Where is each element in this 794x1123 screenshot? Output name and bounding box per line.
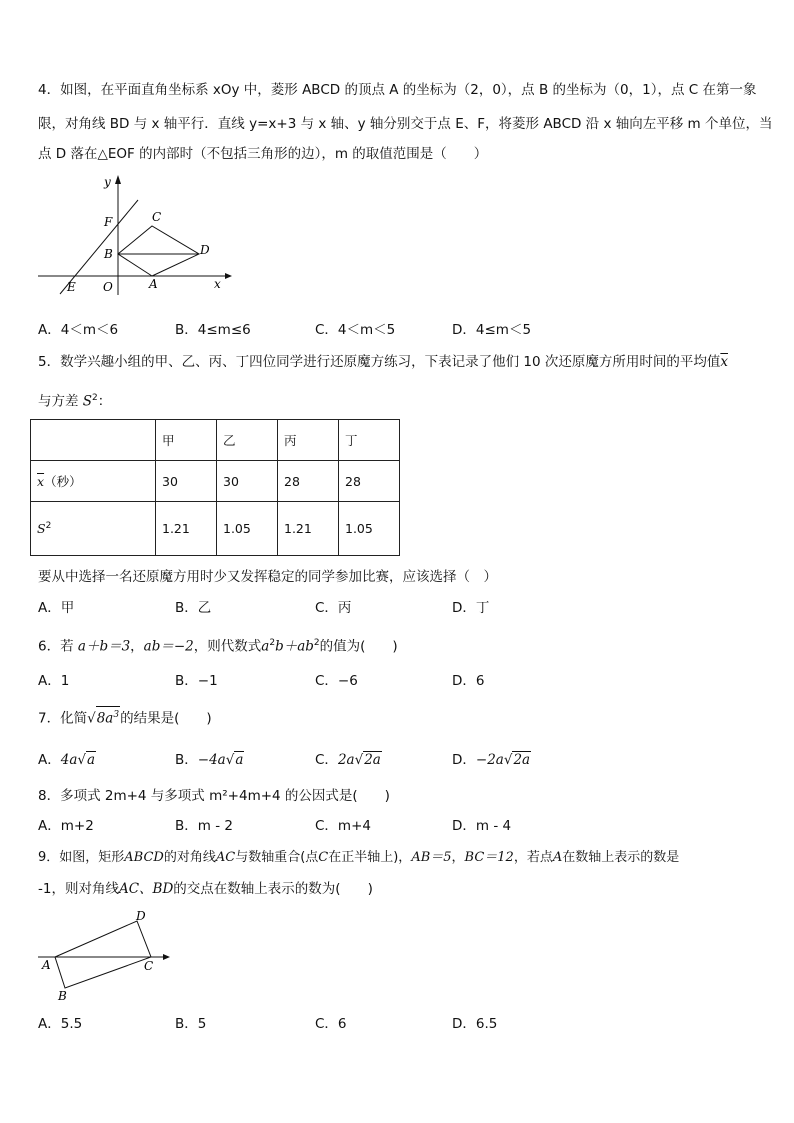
q6-expr3-a: a: [261, 638, 270, 655]
q9-a: A: [552, 850, 563, 865]
q7-suffix: 的结果是( ): [120, 710, 212, 727]
q7-option-d-coef: −2a: [475, 752, 504, 768]
q4-stem-line1: 4．如图，在平面直角坐标系 xOy 中，菱形 ABCD 的顶点 A 的坐标为（2，0），点 B 的坐标为（0，1），点 C 在第一象: [38, 82, 757, 98]
q7-option-a-rad: a: [87, 752, 96, 768]
label-a: A: [42, 958, 51, 972]
q9-bc-eq: BC＝12: [464, 850, 514, 865]
q7-option-c[interactable]: [315, 750, 382, 770]
q9-text-2b: 的交点在数轴上表示的数为( ): [173, 881, 373, 897]
q9-text-2a: -1，则对角线: [38, 881, 119, 897]
q5-stem-line1: [38, 352, 728, 372]
q4-stem-line2: 限，对角线 BD 与 x 轴平行．直线 y=x+3 与 x 轴、y 轴分别交于点 E、F，将菱形 ABCD 沿 x 轴向左平移 m 个单位，当: [38, 116, 773, 132]
variance-table: [30, 419, 400, 556]
radical-sign: √: [87, 710, 96, 727]
q9-option-b[interactable]: B．5: [175, 1016, 207, 1032]
mean-unit: （秒）: [44, 474, 82, 489]
label-f: F: [104, 215, 113, 229]
q4-stem-line3: 点 D 落在△EOF 的内部时（不包括三角形的边），m 的取值范围是（ ）: [38, 146, 488, 162]
q9-option-c[interactable]: C．6: [315, 1016, 347, 1032]
table-header-empty: [31, 420, 156, 461]
q7-option-d-label: D．: [452, 752, 476, 768]
q8-stem: 8．多项式 2m+4 与多项式 m²+4m+4 的公因式是( ): [38, 788, 390, 804]
q9-stem-line1: [38, 848, 679, 868]
label-d: D: [136, 909, 146, 923]
q9-text-1b: 的对角线: [163, 850, 216, 865]
q7-option-c-rad: 2a: [364, 752, 381, 768]
q5-option-c[interactable]: C．丙: [315, 600, 352, 616]
table-header-jia: 甲: [156, 420, 217, 461]
table-header-yi: 乙: [217, 420, 278, 461]
q6-option-b[interactable]: B．−1: [175, 673, 218, 689]
number-line-arrow: [163, 954, 170, 960]
q7-prefix: 7．化简: [38, 710, 88, 727]
y-axis-arrow: [115, 175, 121, 184]
q8-option-a[interactable]: A．m+2: [38, 818, 94, 834]
q9-option-d[interactable]: D．6.5: [452, 1016, 498, 1032]
q6-option-a[interactable]: A．1: [38, 673, 70, 689]
q9-text-1a: 9．如图，矩形: [38, 850, 125, 865]
q6-expr2: ab＝−2: [143, 638, 194, 655]
q4-option-c[interactable]: C．4＜m＜5: [315, 322, 396, 338]
s2-symbol: S: [82, 393, 93, 410]
q5-stem-suffix: ：: [97, 393, 112, 410]
label-o: O: [103, 280, 113, 294]
q7-radicand: [96, 706, 120, 727]
q9-ac: AC: [215, 850, 236, 865]
table-header-row: [31, 420, 400, 461]
q6-sup-2: 2: [313, 638, 320, 648]
radical-sign: √: [503, 752, 513, 768]
q9-text-1c: 与数轴重合(点: [235, 850, 319, 865]
q7-radicand-base: 8a: [96, 710, 114, 727]
q7-options: [38, 750, 738, 770]
table-cell: 1.21: [156, 502, 217, 556]
q5-stem-line2: [38, 388, 111, 412]
q7-option-b-coef: −4a: [197, 752, 226, 768]
q7-option-b-rad: a: [235, 752, 244, 768]
q9-text-1f: 在数轴上表示的数是: [562, 850, 680, 865]
label-b: B: [58, 989, 67, 1003]
label-x: x: [214, 277, 221, 291]
q7-option-a-label: A．: [38, 752, 61, 768]
q6-sup-1: 2: [269, 638, 276, 648]
q6-mid: ，则代数式: [193, 638, 262, 655]
rectangle-abcd: [55, 921, 154, 988]
radical-sign: √: [225, 752, 235, 768]
table-cell: 28: [278, 461, 339, 502]
variance-symbol: S: [37, 521, 46, 537]
q6-option-c[interactable]: C．−6: [315, 673, 358, 689]
q8-options: [38, 816, 738, 836]
q6-suffix: 的值为( ): [319, 638, 398, 655]
q6-expr1: a＋b＝3: [77, 638, 131, 655]
row-label-variance: [31, 502, 156, 556]
table-cell: 30: [156, 461, 217, 502]
q7-option-b-label: B．: [175, 752, 198, 768]
x-axis-arrow: [225, 273, 232, 279]
rhombus-abcd: [118, 226, 199, 276]
table-row: [31, 502, 400, 556]
q7-option-b[interactable]: [175, 750, 244, 770]
q9-option-a[interactable]: A．5.5: [38, 1016, 83, 1032]
xbar-symbol: $\overline{x}$: [720, 354, 728, 370]
radical-sign: √: [77, 752, 86, 768]
q4-figure: [30, 170, 240, 300]
table-cell: 30: [217, 461, 278, 502]
q9-ab-eq: AB＝5: [411, 850, 452, 865]
q7-option-c-coef: 2a: [337, 752, 355, 768]
q9-c: C: [318, 850, 329, 865]
q9-abcd: ABCD: [124, 850, 164, 865]
radical-sign: √: [354, 752, 364, 768]
row-label-mean: [31, 461, 156, 502]
q7-option-a[interactable]: [38, 750, 96, 770]
q7-option-a-coef: 4a: [60, 752, 78, 768]
q5-question: 要从中选择一名还原魔方用时少又发挥稳定的同学参加比赛，应该选择（ ）: [38, 569, 497, 585]
q8-option-b[interactable]: B．m - 2: [175, 818, 233, 834]
q5-option-b[interactable]: B．乙: [175, 600, 212, 616]
q9-options: [38, 1014, 738, 1034]
q8-option-c[interactable]: C．m+4: [315, 818, 371, 834]
q5-option-a[interactable]: A．甲: [38, 600, 75, 616]
mean-symbol: $\overline{x}$: [37, 474, 45, 489]
q5-stem-text: 5．数学兴趣小组的甲、乙、丙、丁四位同学进行还原魔方练习，下表记录了他们 10 次还原魔方所用时间的平均值: [38, 354, 721, 370]
table-header-ding: 丁: [339, 420, 400, 461]
label-a: A: [149, 277, 158, 291]
q7-option-d[interactable]: [452, 750, 531, 770]
q9-acbd: AC、BD: [118, 881, 174, 897]
label-e: E: [67, 280, 76, 294]
q5-option-d[interactable]: D．丁: [452, 600, 490, 616]
q6-sep: ，: [130, 638, 144, 655]
label-b: B: [104, 247, 113, 261]
q6-stem: [38, 633, 398, 657]
q4-option-b[interactable]: B．4≤m≤6: [175, 322, 251, 338]
label-d: D: [200, 243, 210, 257]
q7-radicand-sup: 3: [113, 710, 120, 720]
q9-figure: [30, 905, 180, 1005]
s2-superscript: 2: [92, 393, 98, 403]
q9-comma: ，: [451, 850, 465, 865]
table-cell: 1.05: [217, 502, 278, 556]
q8-option-d[interactable]: D．m - 4: [452, 818, 512, 834]
table-cell: 1.21: [278, 502, 339, 556]
q5-stem-prefix: 与方差: [38, 393, 79, 410]
table-cell: 28: [339, 461, 400, 502]
table-header-bing: 丙: [278, 420, 339, 461]
q6-expr3-b: b＋ab: [275, 638, 314, 655]
q9-text-1d: 在正半轴上)，: [328, 850, 412, 865]
q6-prefix: 6．若: [38, 638, 74, 655]
q7-stem: [38, 706, 212, 729]
table-row: [31, 461, 400, 502]
q9-text-1e: ，若点: [513, 850, 553, 865]
q6-option-d[interactable]: D．6: [452, 673, 485, 689]
q6-options: [38, 671, 738, 691]
q9-stem-line2: [38, 879, 373, 899]
q4-option-d[interactable]: D．4≤m＜5: [452, 322, 532, 338]
q4-options: [38, 320, 738, 340]
q7-option-d-rad: 2a: [513, 752, 531, 768]
q7-option-c-label: C．: [315, 752, 338, 768]
label-c: C: [152, 210, 162, 224]
label-c: C: [144, 959, 154, 973]
label-y: y: [104, 175, 111, 189]
q4-option-a[interactable]: A．4＜m＜6: [38, 322, 119, 338]
variance-superscript: 2: [45, 520, 52, 531]
q5-options: [38, 598, 738, 618]
table-cell: 1.05: [339, 502, 400, 556]
